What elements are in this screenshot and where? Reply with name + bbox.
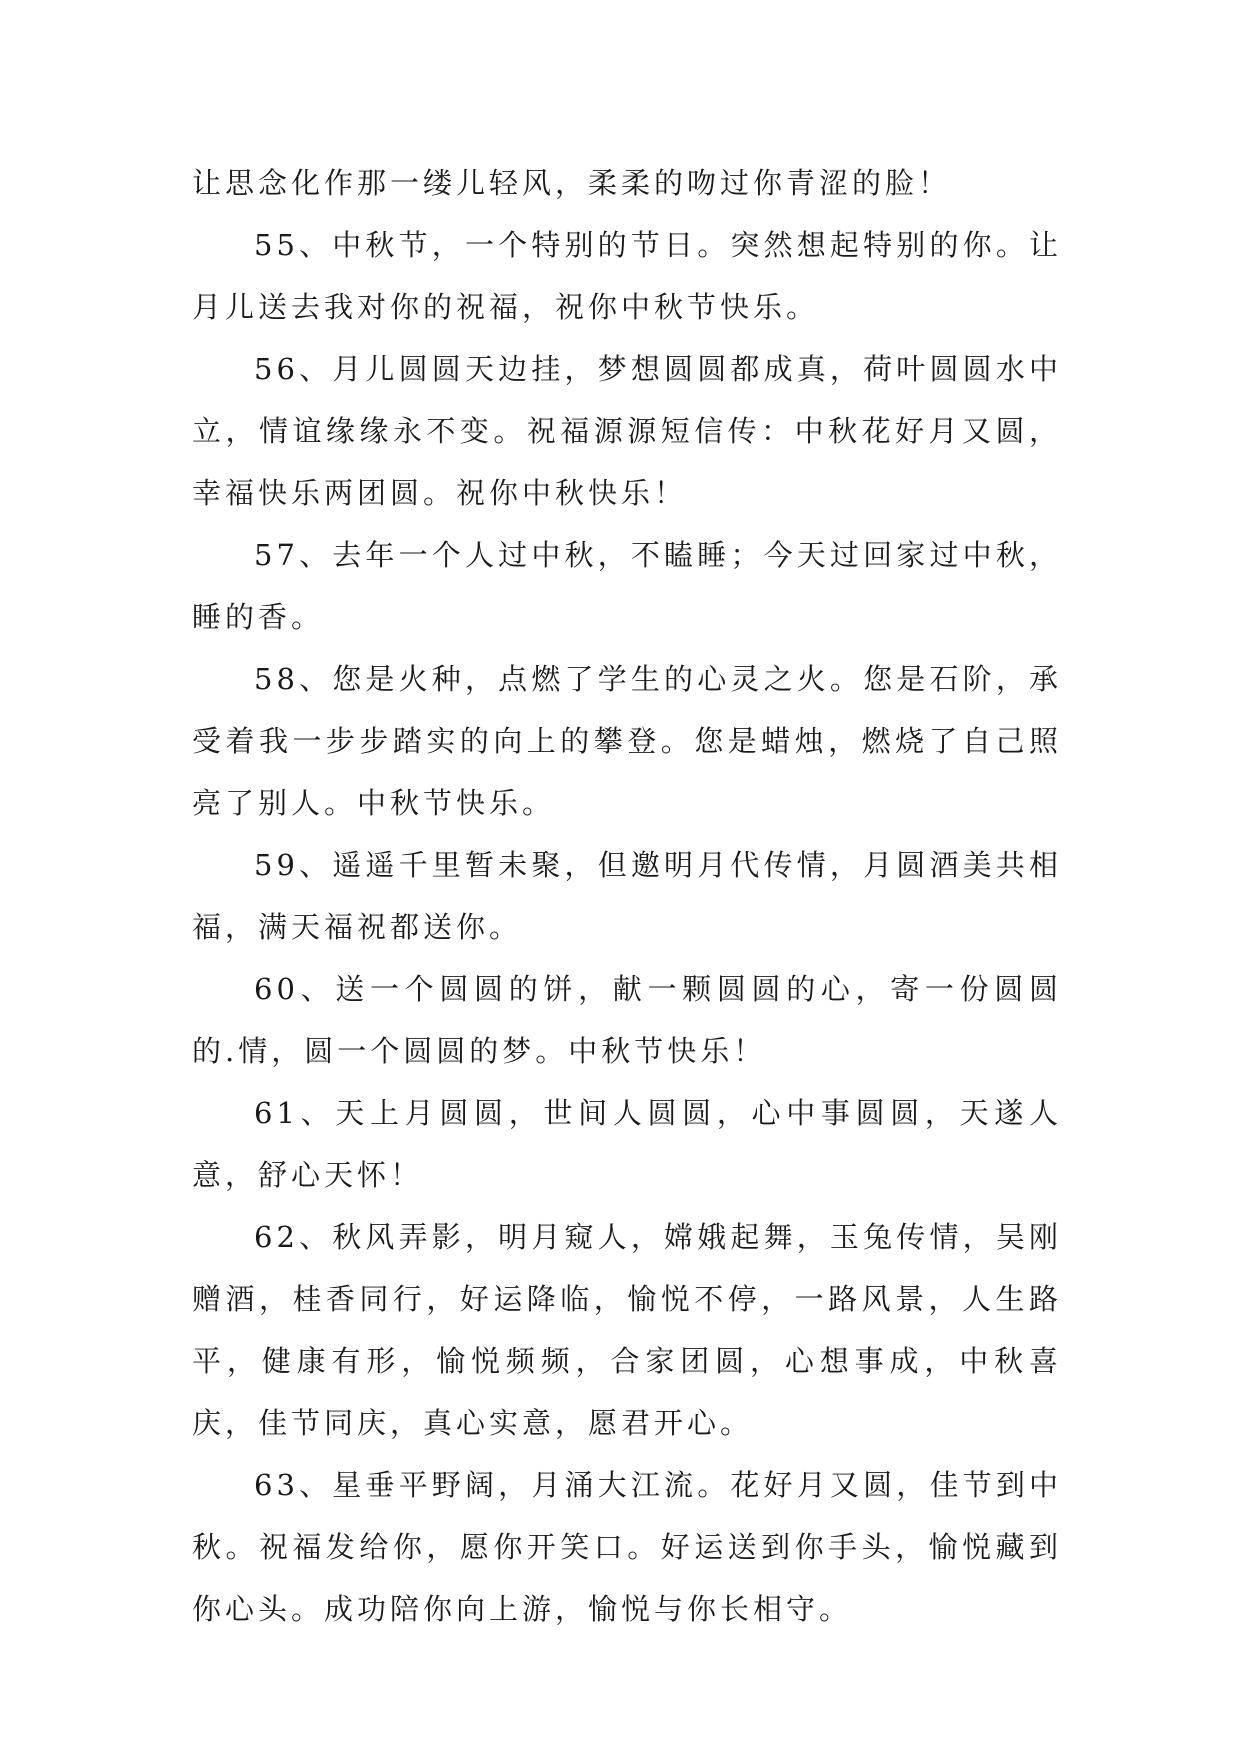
paragraph-62: 62、秋风弄影，明月窥人，嫦娥起舞，玉兔传情，吴刚赠酒，桂香同行，好运降临，愉悦不停，一路风景，人生路平，健康有形，愉悦频频，合家团圆，心想事成，中秋喜庆，佳节同庆，真心实意，愿君开心。: [192, 1220, 1062, 1440]
paragraph-63: 63、星垂平野阔，月涌大江流。花好月又圆，佳节到中秋。祝福发给你，愿你开笑口。好运送到你手头，愉悦藏到你心头。成功陪你向上游，愉悦与你长相守。: [192, 1468, 1062, 1626]
paragraph-60: 60、送一个圆圆的饼，献一颗圆圆的心，寄一份圆圆的.情，圆一个圆圆的梦。中秋节快乐！: [192, 972, 1062, 1068]
paragraph-57: 57、去年一个人过中秋，不瞌睡；今天过回家过中秋，睡的香。: [192, 538, 1062, 634]
paragraph-56: 56、月儿圆圆天边挂，梦想圆圆都成真，荷叶圆圆水中立，情谊缘缘永不变。祝福源源短信传：中秋花好月又圆，幸福快乐两团圆。祝你中秋快乐！: [192, 352, 1062, 510]
paragraph-55: 55、中秋节，一个特别的节日。突然想起特别的你。让月儿送去我对你的祝福，祝你中秋节快乐。: [192, 228, 1062, 324]
paragraph-59: 59、遥遥千里暂未聚，但邀明月代传情，月圆酒美共相福，满天福祝都送你。: [192, 848, 1062, 944]
paragraph-61: 61、天上月圆圆，世间人圆圆，心中事圆圆，天遂人意，舒心天怀！: [192, 1096, 1062, 1192]
paragraph-58: 58、您是火种，点燃了学生的心灵之火。您是石阶，承受着我一步步踏实的向上的攀登。您是蜡烛，燃烧了自己照亮了别人。中秋节快乐。: [192, 662, 1062, 820]
paragraph-continuation: 让思念化作那一缕儿轻风，柔柔的吻过你青涩的脸！: [192, 166, 952, 200]
document-body: [192, 152, 1062, 1640]
